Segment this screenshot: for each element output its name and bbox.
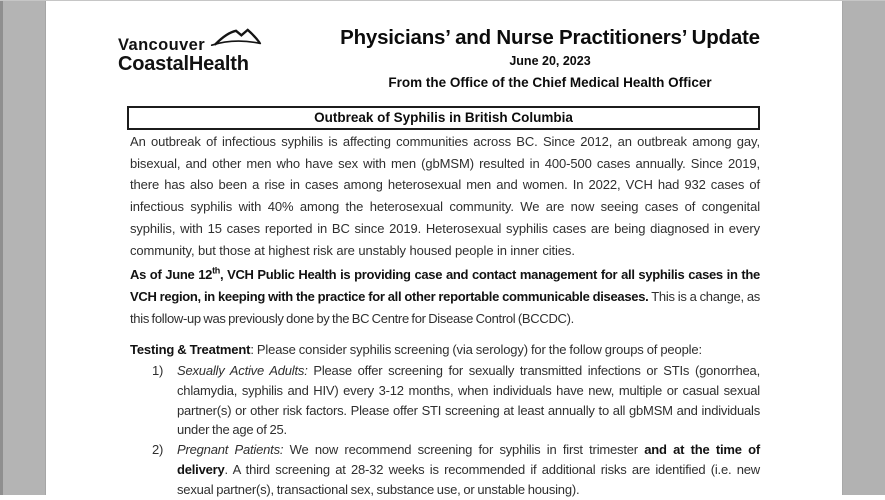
page-top-edge: [0, 0, 885, 1]
list-item-lead-italic: Sexually Active Adults:: [177, 363, 308, 379]
testing-treatment-label: Testing & Treatment: [130, 342, 251, 358]
mountain-swoosh-icon: [209, 28, 263, 53]
list-item-text: Please offer screening for sexually transmitted infections or STIs (gonorrhea, chlamydia, syphilis and HIV) every 3-12 months, when individuals have new, multiple or casual sexual partner(s) or other risk factors. Please offer STI screening at least annually to all gbMSM and individuals under the age of 25.: [177, 363, 760, 438]
right-margin-bar: [842, 1, 885, 495]
logo-wordmark-bottom: CoastalHealth: [118, 53, 249, 75]
case-management-regular: This is a change, as this follow-up was previously done by the BC Centre for Disease Control (BCCDC).: [130, 288, 760, 326]
case-management-bold: As of June 12: [130, 267, 213, 283]
list-item-text-post: . A third screening at 28-32 weeks is recommended if additional risks are identified (i.e. new sexual partner(s), transactional sex, substance use, or unstable housing).: [177, 461, 760, 497]
paragraph-testing-intro: [130, 339, 760, 361]
date-superscript: th: [212, 265, 220, 276]
list-item-pregnant-patients: [130, 440, 760, 499]
list-item-sexually-active-adults: [130, 361, 760, 440]
logo-wordmark-top: Vancouver: [118, 36, 206, 54]
newsletter-title: Physicians’ and Nurse Practitioners’ Update: [340, 26, 760, 49]
list-item-number: 1): [152, 363, 164, 379]
case-management-bold-rest: , VCH Public Health is providing case and contact management for all syphilis cases in the VCH region, in keeping with the practice for all other reportable communicable diseases.: [130, 267, 760, 304]
paragraph-outbreak: An outbreak of infectious syphilis is affecting communities across BC. Since 2012, an outbreak among gay, bisexual, and other men who have sex with men (gbMSM) resulted in 400-500 cases annually. Since 2019, there has also been a rise in cases among heterosexual men and women. In 2022, VCH had 932 cases of infectious syphilis with 40% among the heterosexual community. We are now seeing cases of congenital syphilis, with 15 cases reported in BC since 2019. Heterosexual syphilis cases are being diagnosed in every community, but those at highest risk are unstably housed people in inner cities.: [130, 134, 760, 258]
newsletter-date: June 20, 2023: [509, 54, 591, 68]
paragraph-case-management: [130, 264, 760, 329]
outbreak-title: Outbreak of Syphilis in British Columbia: [314, 110, 573, 125]
screening-groups-list: [130, 361, 760, 499]
list-item-number: 2): [152, 442, 164, 458]
bulletin-body: [130, 131, 760, 499]
list-item-bold-text: and at the time of delivery: [177, 442, 760, 477]
office-line: From the Office of the Chief Medical Health Officer: [388, 75, 712, 90]
list-item-text: We now recommend screening for syphilis in first trimester: [283, 442, 645, 458]
left-margin-bar: [3, 1, 46, 495]
newsletter-header: [300, 26, 800, 91]
testing-treatment-text: : Please consider syphilis screening (via serology) for the follow groups of people:: [250, 342, 702, 358]
vch-logo: [118, 28, 263, 74]
outbreak-title-box: [127, 106, 760, 130]
list-item-lead-italic: Pregnant Patients:: [177, 442, 284, 458]
